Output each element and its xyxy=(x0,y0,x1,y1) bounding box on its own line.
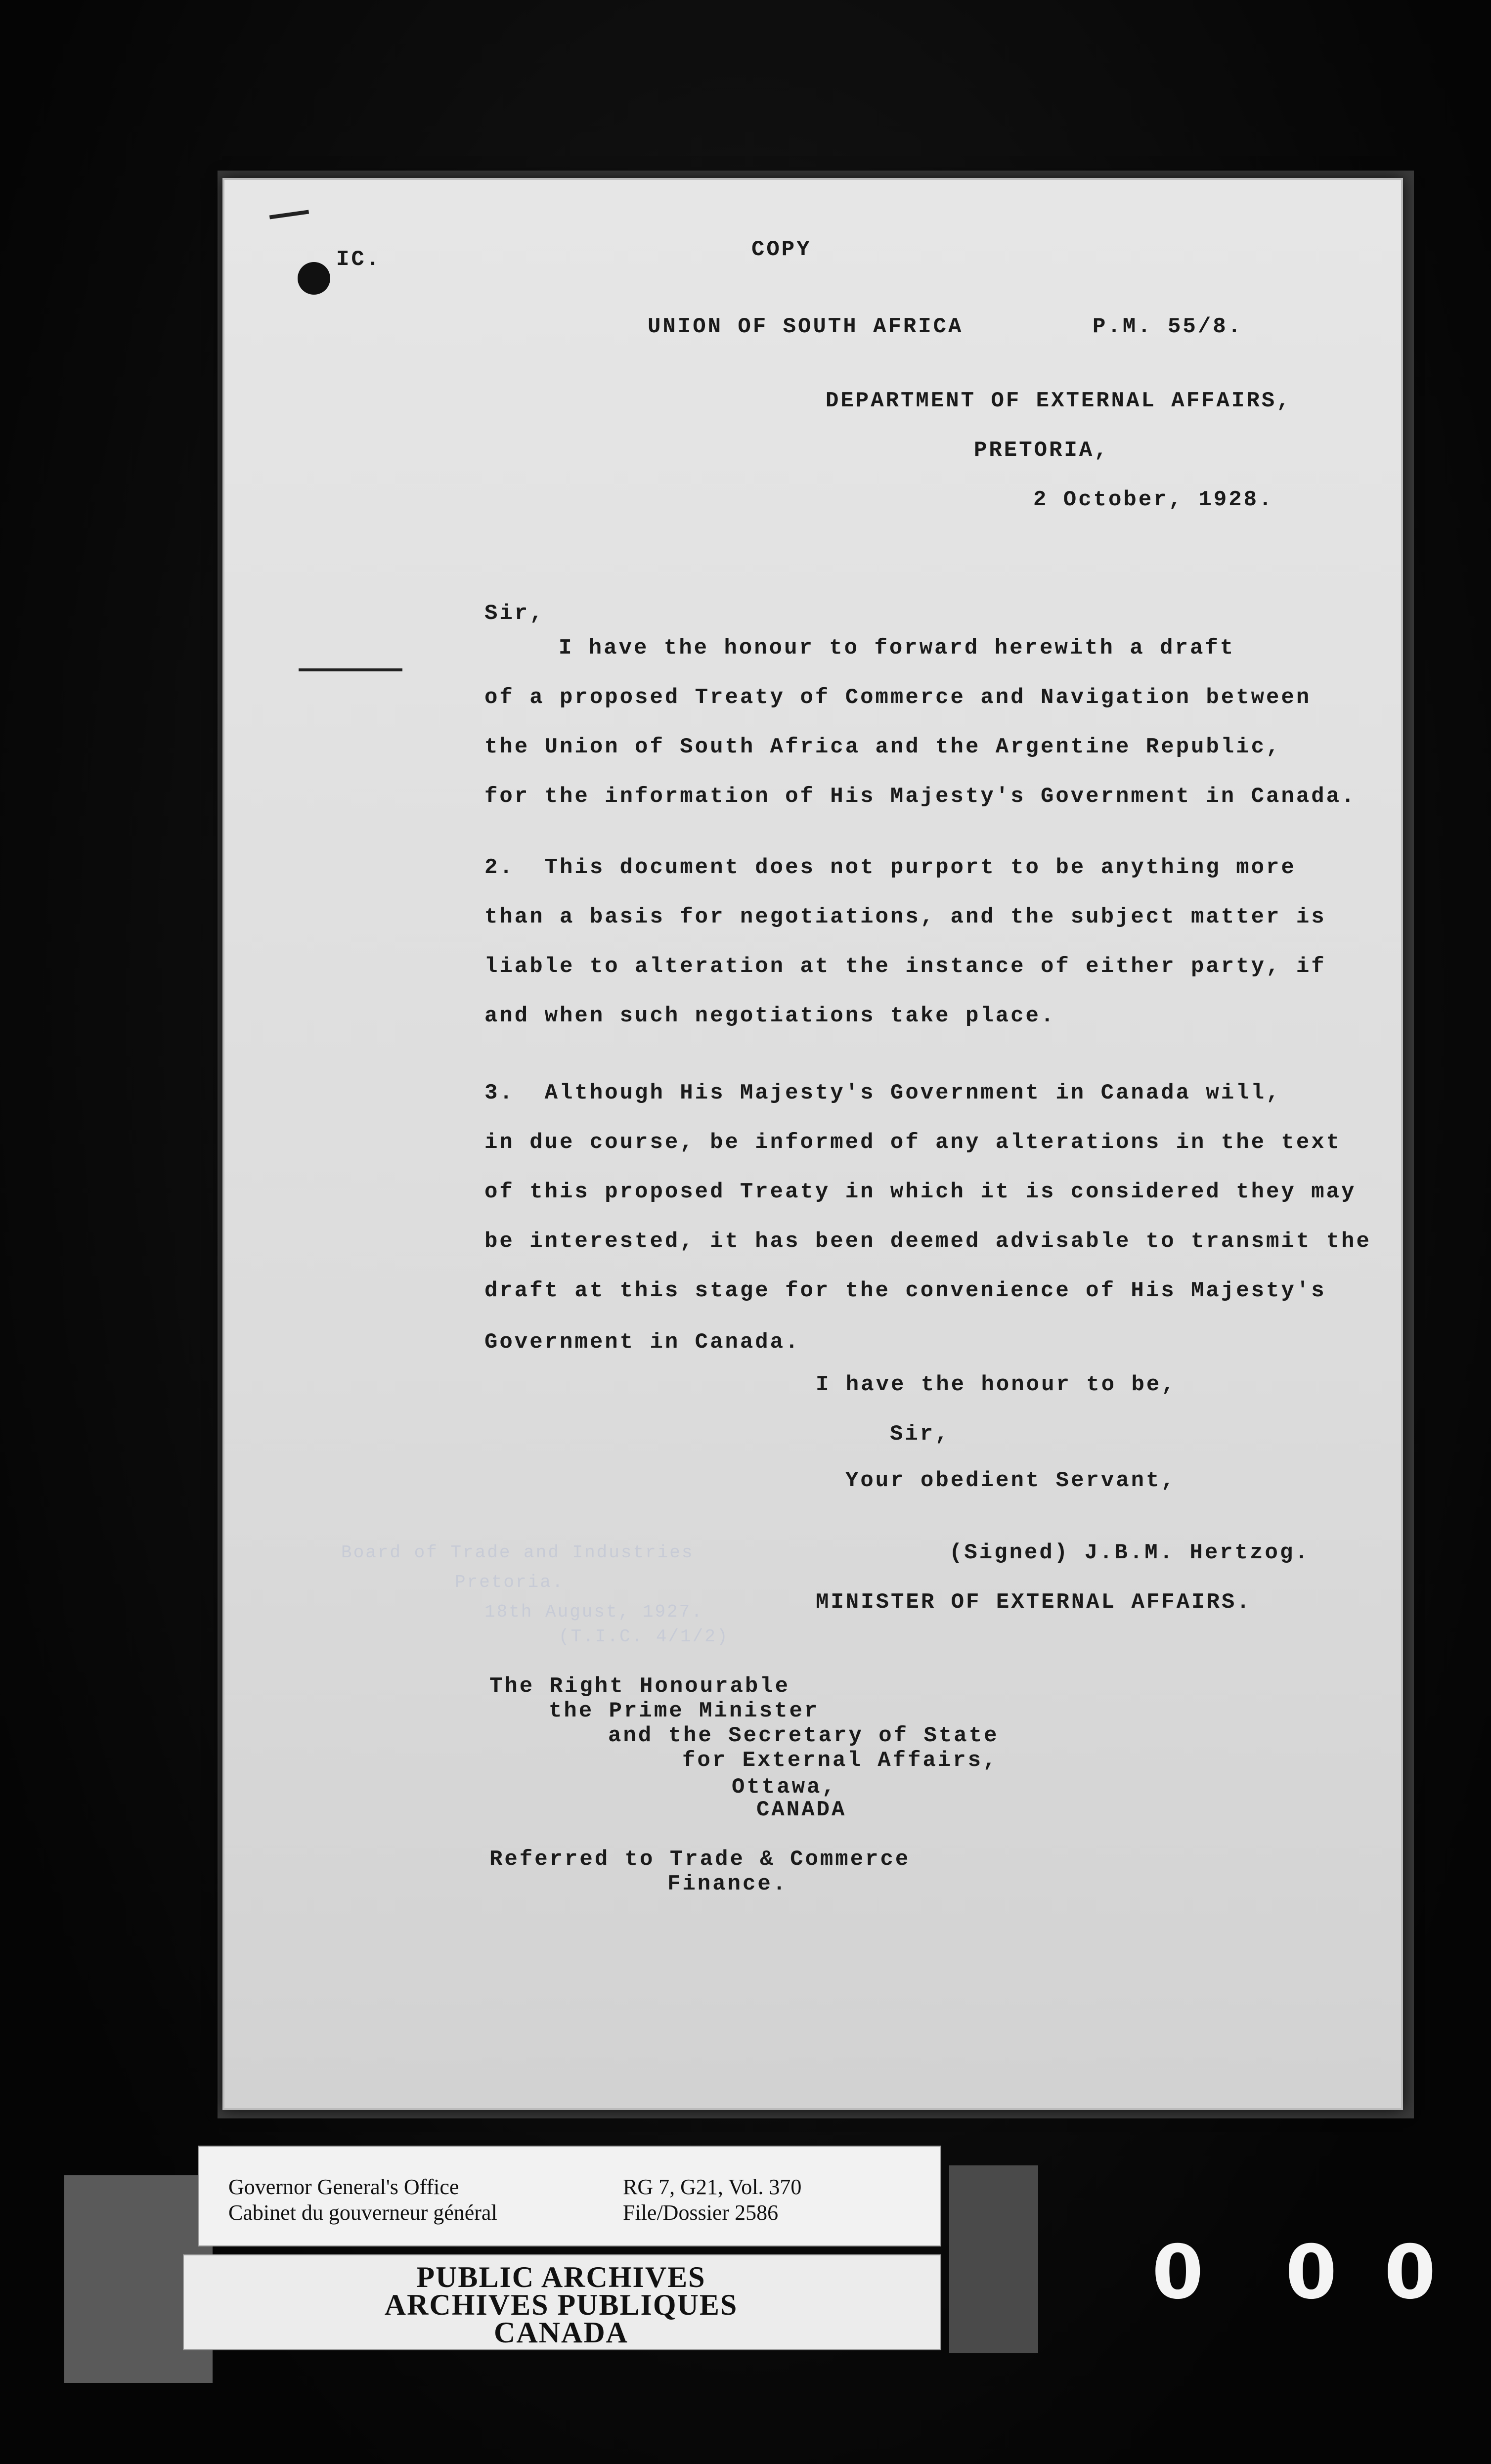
para3-line: Government in Canada. xyxy=(484,1330,800,1355)
para2-line: than a basis for negotiations, and the subject matter is xyxy=(484,905,1326,929)
para2-line: and when such negotiations take place. xyxy=(484,1004,1056,1028)
salutation: Sir, xyxy=(484,601,545,626)
para1-line: the Union of South Africa and the Argentine Republic, xyxy=(484,735,1281,759)
date-line: 2 October, 1928. xyxy=(1033,487,1274,512)
signatory-title: MINISTER OF EXTERNAL AFFAIRS. xyxy=(816,1590,1252,1615)
closing-line: Sir, xyxy=(890,1422,950,1447)
office-english: Governor General's Office xyxy=(228,2175,459,2199)
faded-stamp-line: (T.I.C. 4/1/2) xyxy=(559,1627,729,1647)
closing-line: I have the honour to be, xyxy=(816,1372,1177,1397)
file-reference: File/Dossier 2586 xyxy=(623,2200,779,2225)
copy-label: COPY xyxy=(751,237,812,262)
reference-number: P.M. 55/8. xyxy=(1093,314,1243,339)
faded-stamp-line: Board of Trade and Industries xyxy=(341,1542,694,1563)
faded-stamp-line: 18th August, 1927. xyxy=(484,1602,703,1622)
addressee-line: the Prime Minister xyxy=(549,1699,820,1723)
referral-line: Referred to Trade & Commerce xyxy=(489,1847,911,1872)
para1-line: I have the honour to forward herewith a draft xyxy=(559,636,1235,660)
addressee-line: for External Affairs, xyxy=(682,1748,998,1773)
city-line: PRETORIA, xyxy=(974,438,1109,463)
archives-stamp-en: PUBLIC ARCHIVES xyxy=(416,2261,706,2293)
archives-stamp-country: CANADA xyxy=(494,2316,628,2349)
para3-line: 3. Although His Majesty's Government in Canada will, xyxy=(484,1081,1281,1105)
para3-line: be interested, it has been deemed advisable to transmit the xyxy=(484,1229,1371,1254)
para2-line: liable to alteration at the instance of either party, if xyxy=(484,954,1326,979)
department-line: DEPARTMENT OF EXTERNAL AFFAIRS, xyxy=(826,389,1292,413)
office-french: Cabinet du gouverneur général xyxy=(228,2200,497,2225)
addressee-line: and the Secretary of State xyxy=(608,1723,999,1748)
para1-line: for the information of His Majesty's Government in Canada. xyxy=(484,784,1357,809)
addressee-line: Ottawa, xyxy=(732,1775,837,1800)
corner-mark: IC. xyxy=(336,247,382,272)
para1-line: of a proposed Treaty of Commerce and Navigation between xyxy=(484,685,1312,710)
punch-hole xyxy=(298,262,330,295)
frame-digit: 0 xyxy=(1285,2230,1337,2316)
closing-line: Your obedient Servant, xyxy=(845,1468,1176,1493)
margin-rule xyxy=(299,668,402,671)
archives-stamp-fr: ARCHIVES PUBLIQUES xyxy=(384,2288,738,2321)
union-heading: UNION OF SOUTH AFRICA xyxy=(648,314,964,339)
referral-line: Finance. xyxy=(667,1872,788,1896)
para3-line: in due course, be informed of any alterations in the text xyxy=(484,1130,1342,1155)
frame-digit: 0 xyxy=(1384,2230,1436,2316)
addressee-line: The Right Honourable xyxy=(489,1674,790,1699)
frame-digit: 0 xyxy=(1152,2230,1204,2316)
signature: (Signed) J.B.M. Hertzog. xyxy=(949,1540,1310,1565)
addressee-line: CANADA xyxy=(756,1798,847,1822)
label-right-tab xyxy=(949,2165,1038,2353)
para3-line: of this proposed Treaty in which it is considered they may xyxy=(484,1180,1357,1204)
rg-reference: RG 7, G21, Vol. 370 xyxy=(623,2175,802,2199)
para3-line: draft at this stage for the convenience of His Majesty's xyxy=(484,1278,1326,1303)
para2-line: 2. This document does not purport to be anything more xyxy=(484,855,1296,880)
faded-stamp-line: Pretoria. xyxy=(455,1572,565,1592)
